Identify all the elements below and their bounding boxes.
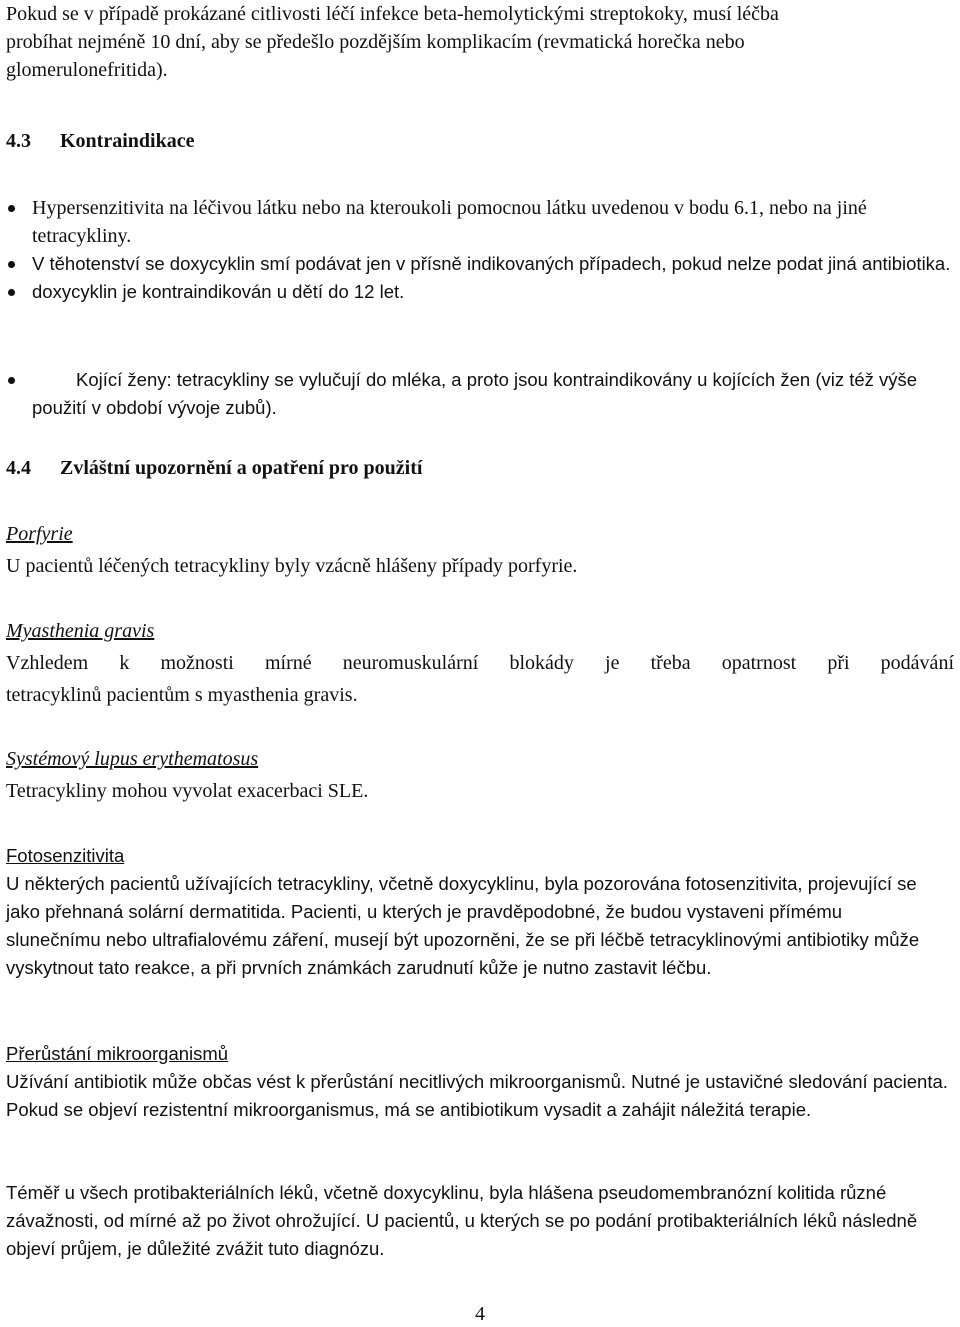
contraindication-list-2 [0, 250, 954, 306]
myasthenia-line-1: Vzhledem k možnosti mírné neuromuskulární blokády je třeba opatrnost při podávání [6, 652, 954, 674]
section-number: 4.4 [6, 457, 31, 479]
intro-line-2: probíhat nejméně 10 dní, aby se předešlo pozdějším komplikacím (revmatická horečka nebo [6, 31, 745, 53]
kolitida-text: Téměř u všech protibakteriálních léků, včetně doxycyklinu, byla hlášena pseudomembranózní kolitida různé závažnosti, od mírné až po život ohrožující. U pacientů, u kterých se po podání protibakteriálních léků následně objeví průjem, je důležité zvážit tuto diagnózu. [6, 1182, 918, 1259]
contraindication-list-3 [0, 366, 954, 422]
section-title: Kontraindikace [60, 130, 195, 152]
subheading-myasthenia: Myasthenia gravis [6, 620, 155, 642]
subheading-fotosenzitivita: Fotosenzitivita [6, 845, 125, 866]
page-number: 4 [475, 1303, 485, 1325]
bullet-icon [8, 289, 15, 296]
lupus-text: Tetracykliny mohou vyvolat exacerbaci SLE. [6, 780, 369, 802]
list-item [0, 366, 954, 422]
section-heading-4-3 [6, 127, 194, 155]
list-item [0, 278, 954, 306]
list-item [0, 194, 954, 250]
section-heading-4-4 [6, 454, 422, 482]
myasthenia-line-2: tetracyklinů pacientům s myasthenia gravis. [6, 684, 358, 706]
contraindication-list [0, 194, 954, 250]
list-item-text: doxycyklin je kontraindikován u dětí do 12 let. [32, 281, 405, 302]
bullet-icon [8, 261, 15, 268]
subheading-porfyrie: Porfyrie [6, 523, 73, 545]
bullet-icon [8, 205, 15, 212]
list-item [0, 250, 954, 278]
subheading-lupus: Systémový lupus erythematosus [6, 748, 259, 770]
fotosenzitivita-text: U některých pacientů užívajících tetracykliny, včetně doxycyklinu, byla pozorována fotosenzitivita, projevující se jako přehnaná solární dermatitida. Pacienti, u kterých je pravděpodobné, že budou vystaveni přímému slunečnímu nebo ultrafialovému záření, musejí být upozorněni, že se při léčbě tetracyklinovými antibiotiky může vyskytnout tato reakce, a při prvních známkách zarudnutí kůže je nutno zastavit léčbu. [6, 873, 920, 978]
porfyrie-text: U pacientů léčených tetracykliny byly vzácně hlášeny případy porfyrie. [6, 555, 578, 577]
section-number: 4.3 [6, 130, 31, 152]
list-item-text: Hypersenzitivita na léčivou látku nebo na kteroukoli pomocnou látku uvedenou v bodu 6.1, nebo na jiné tetracykliny. [32, 197, 867, 247]
list-item-text: Kojící ženy: tetracykliny se vylučují do mléka, a proto jsou kontraindikovány u kojících žen (viz též výše použití v období vývoje zubů). [32, 369, 918, 418]
prerustani-text: Užívání antibiotik může občas vést k přerůstání necitlivých mikroorganismů. Nutné je ustavičné sledování pacienta. Pokud se objeví rezistentní mikroorganismus, má se antibiotikum vysadit a zahájit náležitá terapie. [6, 1071, 948, 1120]
bullet-icon [8, 377, 15, 384]
list-item-text: V těhotenství se doxycyklin smí podávat jen v přísně indikovaných případech, pokud nelze podat jiná antibiotika. [32, 253, 951, 274]
intro-line-3: glomerulonefritida). [6, 59, 168, 81]
intro-line-1: Pokud se v případě prokázané citlivosti léčí infekce beta-hemolytickými streptokoky, musí léčba [6, 3, 779, 25]
subheading-prerustani: Přerůstání mikroorganismů [6, 1043, 229, 1064]
section-title: Zvláštní upozornění a opatření pro použití [60, 457, 423, 479]
